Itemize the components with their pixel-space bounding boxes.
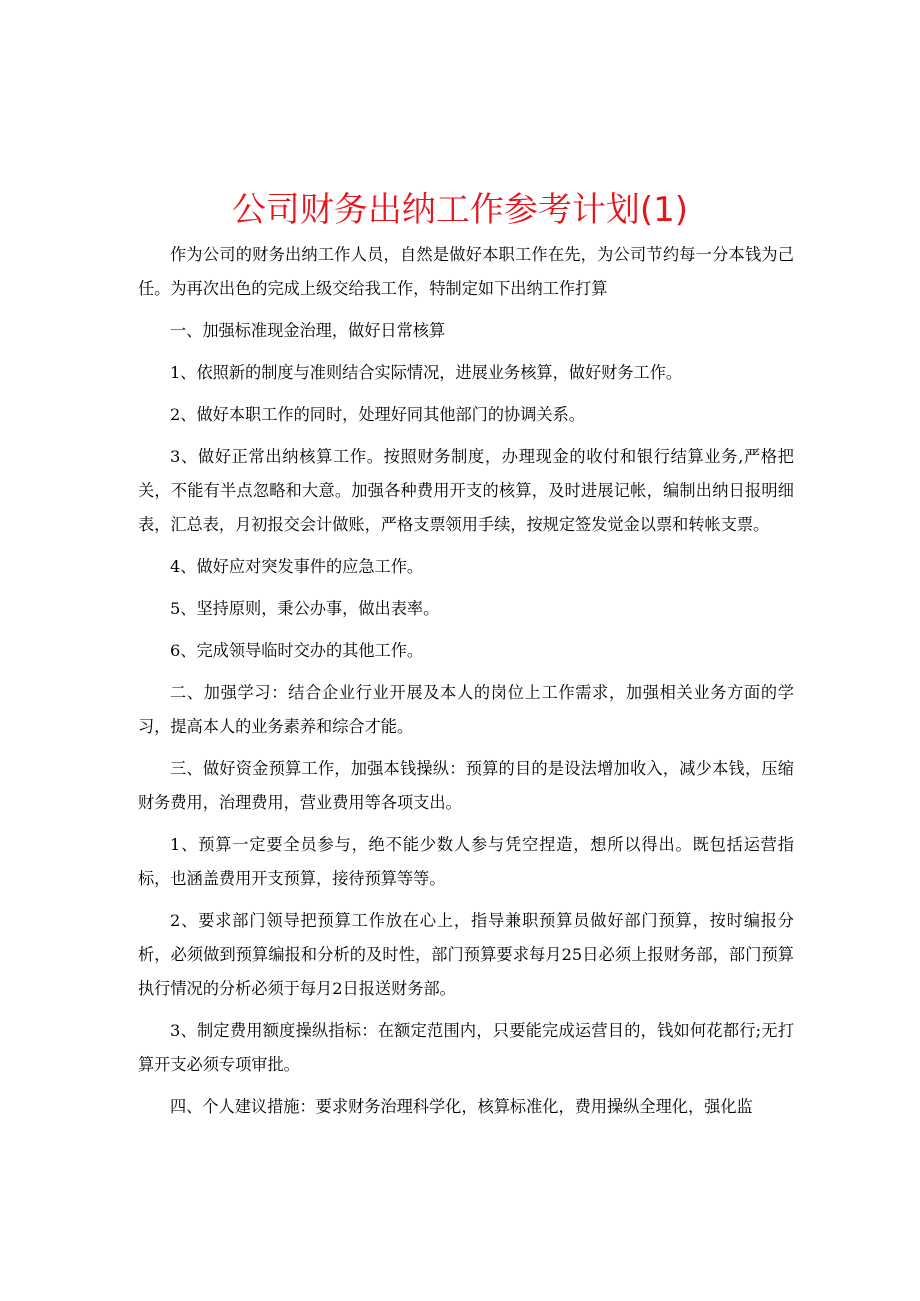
section-heading: 四、个人建议措施：要求财务治理科学化，核算标准化，费用操纵全理化，强化监 xyxy=(170,1097,753,1116)
document-body xyxy=(138,238,794,1132)
section-heading: 三、做好资金预算工作，加强本钱操纵：预算的目的是设法增加收入，减少本钱，压缩财务费用，治理费用，营业费用等各项支出。 xyxy=(138,759,794,812)
paragraph: 作为公司的财务出纳工作人员，自然是做好本职工作在先，为公司节约每一分本钱为己任。为再次出色的完成上级交给我工作，特制定如下出纳工作打算 xyxy=(138,245,794,298)
list-item: 1、预算一定要全员参与，绝不能少数人参与凭空捏造，想所以得出。既包括运营指标，也涵盖费用开支预算，接待预算等等。 xyxy=(138,835,794,888)
list-item: 6、完成领导临时交办的其他工作。 xyxy=(170,641,424,660)
list-item: 2、做好本职工作的同时，处理好同其他部门的协调关系。 xyxy=(170,405,585,424)
section-heading: 二、加强学习：结合企业行业开展及本人的岗位上工作需求，加强相关业务方面的学习，提高本人的业务素养和综合才能。 xyxy=(138,683,794,736)
list-item: 3、做好正常出纳核算工作。按照财务制度，办理现金的收付和银行结算业务,严格把关，不能有半点忽略和大意。加强各种费用开支的核算，及时进展记帐，编制出纳日报明细表，汇总表，月初报交会计做账，严格支票领用手续，按规定签发觉金以票和转帐支票。 xyxy=(138,447,794,534)
list-item: 4、做好应对突发事件的应急工作。 xyxy=(170,557,424,576)
list-item: 3、制定费用额度操纵指标：在额定范围内，只要能完成运营目的，钱如何花都行;无打算开支必须专项审批。 xyxy=(138,1021,794,1074)
document-title: 公司财务出纳工作参考计划(1) xyxy=(231,190,689,230)
list-item: 1、依照新的制度与准则结合实际情况，进展业务核算，做好财务工作。 xyxy=(170,363,683,382)
list-item: 5、坚持原则，秉公办事，做出表率。 xyxy=(170,599,440,618)
section-heading: 一、加强标准现金治理，做好日常核算 xyxy=(170,321,446,340)
list-item: 2、要求部门领导把预算工作放在心上，指导兼职预算员做好部门预算，按时编报分析，必须做到预算编报和分析的及时性，部门预算要求每月25日必须上报财务部，部门预算执行情况的分析必须于每月2日报送财务部。 xyxy=(138,911,794,998)
